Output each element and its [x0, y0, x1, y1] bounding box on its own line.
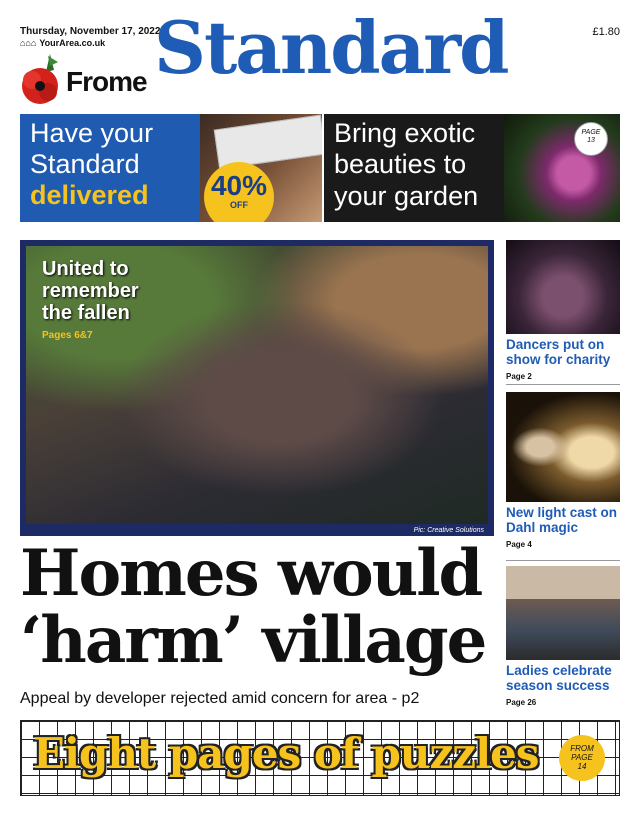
page-badge [574, 122, 608, 156]
sidebar-divider [506, 384, 620, 385]
discount-badge [204, 162, 274, 222]
dahl-lantern-photo [506, 392, 620, 502]
delivery-promo[interactable] [20, 114, 322, 222]
sidebar-page: Page 26 [506, 697, 537, 707]
house-icons: ⌂⌂⌂ [20, 38, 37, 48]
ladies-group-photo [506, 566, 620, 660]
lead-headline[interactable] [20, 536, 486, 679]
page-badge-number: 13 [587, 136, 595, 144]
discount-value: 40% [210, 170, 268, 201]
photo-credit: Pic: Creative Solutions [413, 527, 484, 534]
sidebar-caption: Ladies celebrate season success [506, 663, 612, 693]
remembrance-photo-frame[interactable] [20, 240, 494, 536]
sidebar-caption: Dancers put on show for charity [506, 337, 611, 367]
delivery-promo-text [30, 118, 153, 181]
from-page-label: FROM PAGE [570, 744, 594, 763]
from-page-badge [559, 735, 605, 781]
photo-headline-line-3: the fallen [42, 302, 130, 324]
dateline: Thursday, November 17, 2022 [20, 26, 161, 37]
lead-headline-line-2: ‘harm’ village [20, 603, 486, 679]
photo-headline-line-1: United to [42, 258, 129, 280]
lead-headline-line-1: Homes would [20, 536, 482, 611]
paper-title: Standard [154, 5, 508, 90]
garden-line-3: your garden [334, 180, 479, 211]
sidebar-story-dancers[interactable] [506, 240, 620, 381]
discount-label: OFF [230, 200, 248, 210]
sidebar-story-ladies[interactable] [506, 566, 620, 707]
sidebar-page: Page 4 [506, 539, 532, 549]
sidebar-page: Page 2 [506, 371, 532, 381]
puzzles-banner[interactable] [20, 720, 620, 796]
sidebar-story-dahl[interactable] [506, 392, 620, 549]
yourarea-text: YourArea.co.uk [39, 38, 106, 48]
garden-promo[interactable] [324, 114, 620, 222]
delivery-line-1: Have your [30, 118, 154, 148]
photo-pages-ref: Pages 6&7 [42, 330, 93, 341]
photo-headline [42, 258, 139, 324]
from-page-number: 14 [577, 762, 587, 772]
sidebar-divider [506, 560, 620, 561]
yourarea-logo [20, 38, 105, 48]
cover-price: £1.80 [592, 26, 620, 38]
poppy-icon [20, 52, 64, 108]
lead-standfirst: Appeal by developer rejected amid concern for area - p2 [20, 690, 420, 707]
puzzles-text: Eight pages of puzzles [33, 729, 539, 778]
aerial-remembrance-photo [26, 246, 488, 524]
edition-name: Frome [66, 66, 147, 97]
delivery-line-2: Standard [30, 149, 140, 180]
sidebar-caption: New light cast on Dahl magic [506, 505, 618, 535]
garden-line-2: beauties to [334, 149, 467, 180]
garden-line-1: Bring exotic [334, 118, 476, 148]
page-badge-label: PAGE [581, 129, 601, 136]
photo-headline-line-2: remember [42, 280, 139, 302]
delivery-line-3: delivered [30, 180, 149, 210]
garden-promo-text [334, 118, 478, 212]
dancers-photo [506, 240, 620, 334]
